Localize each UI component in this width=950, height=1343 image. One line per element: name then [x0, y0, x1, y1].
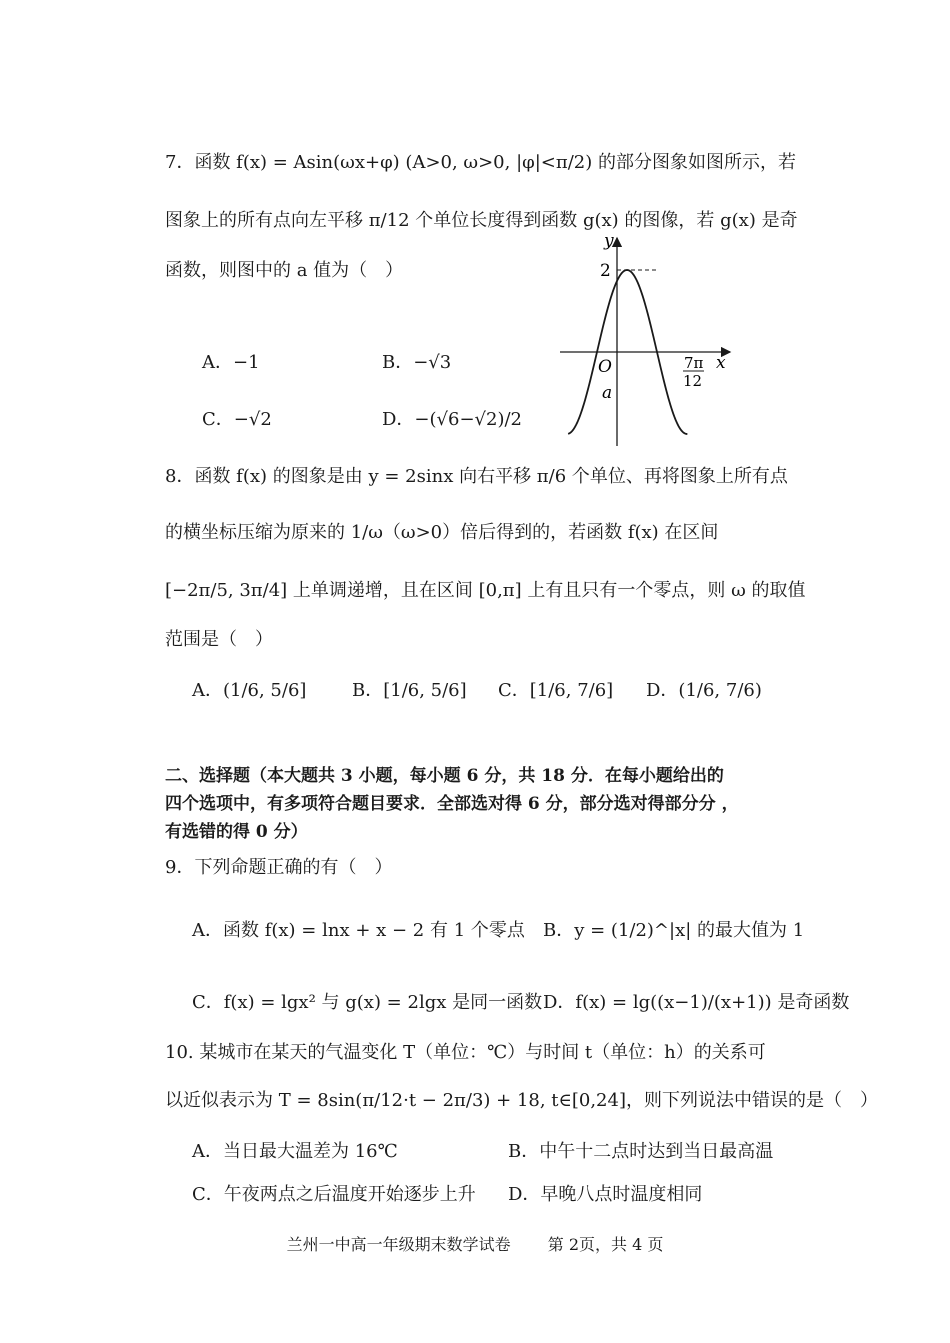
- q7-line-2: 图象上的所有点向左平移 π/12 个单位长度得到函数 g(x) 的图像，若 g(x) 是奇: [165, 210, 798, 231]
- page-footer: [0, 1232, 950, 1255]
- q7-sine-graph: [552, 228, 742, 448]
- q10-option-c: C．午夜两点之后温度开始逐步上升: [192, 1184, 476, 1205]
- q8-line-1: 8．函数 f(x) 的图象是由 y = 2sinx 向右平移 π/6 个单位、再将图象上所有点: [165, 466, 788, 487]
- q10-line-1: 10. 某城市在某天的气温变化 T（单位：℃）与时间 t（单位：h）的关系可: [165, 1042, 766, 1063]
- q8-line-4: 范围是（ ）: [165, 629, 273, 650]
- q7-line-3: 函数，则图中的 a 值为（ ）: [165, 260, 404, 281]
- q8-option-c: C．[1/6, 7/6]: [498, 680, 614, 701]
- section2-line-3: 有选错的得 0 分）: [165, 822, 308, 842]
- footer-school: 兰州一中高一年级期末数学试卷: [286, 1235, 511, 1254]
- q10-line-2: 以近似表示为 T = 8sin(π/12·t − 2π/3) + 18, t∈[0,24]，则下列说法中错误的是（ ）: [165, 1090, 878, 1111]
- q9-option-a: A．函数 f(x) = lnx + x − 2 有 1 个零点: [192, 920, 525, 941]
- q9-option-c: C．f(x) = lgx² 与 g(x) = 2lgx 是同一函数: [192, 992, 543, 1013]
- q9-stem: 9．下列命题正确的有（ ）: [165, 857, 393, 878]
- section2-line-1: 二、选择题（本大题共 3 小题，每小题 6 分，共 18 分．在每小题给出的: [165, 766, 724, 786]
- q7-option-c: C．−√2: [202, 409, 272, 430]
- origin-label: O: [598, 357, 612, 377]
- q8-option-a: A．(1/6, 5/6]: [192, 680, 307, 701]
- q8-line-3: [−2π/5, 3π/4] 上单调递增，且在区间 [0,π] 上有且只有一个零点，则 ω 的取值: [165, 580, 806, 601]
- q8-option-d: D．(1/6, 7/6): [646, 680, 762, 701]
- q8-line-2: 的横坐标压缩为原来的 1/ω（ω>0）倍后得到的，若函数 f(x) 在区间: [165, 522, 719, 543]
- y-max-label: 2: [600, 261, 611, 281]
- y-axis-label: y: [604, 231, 614, 251]
- q9-option-b: B．y = (1/2)^|x| 的最大值为 1: [543, 920, 805, 941]
- footer-page-number: 第 2页，共 4 页: [547, 1235, 664, 1254]
- x-axis-label: x: [716, 353, 726, 373]
- q7-option-a: A．−1: [202, 352, 260, 373]
- x-tick-numerator: 7π: [684, 354, 704, 372]
- q9-option-d: D．f(x) = lg((x−1)/(x+1)) 是奇函数: [543, 992, 850, 1013]
- q7-line-1: 7．函数 f(x) = Asin(ωx+φ) (A>0, ω>0, |φ|<π/2) 的部分图象如图所示，若: [165, 152, 796, 173]
- x-tick-denominator: 12: [683, 372, 703, 390]
- q7-option-d: D．−(√6−√2)/2: [382, 409, 523, 430]
- q10-option-a: A．当日最大温差为 16℃: [192, 1141, 398, 1162]
- q10-option-b: B．中午十二点时达到当日最高温: [508, 1141, 774, 1162]
- q7-option-b: B．−√3: [382, 352, 452, 373]
- q10-option-d: D．早晚八点时温度相同: [508, 1184, 703, 1205]
- a-label: a: [602, 383, 613, 403]
- q8-option-b: B．[1/6, 5/6]: [352, 680, 467, 701]
- section2-line-2: 四个选项中，有多项符合题目要求．全部选对得 6 分，部分选对得部分分 ，: [165, 794, 739, 814]
